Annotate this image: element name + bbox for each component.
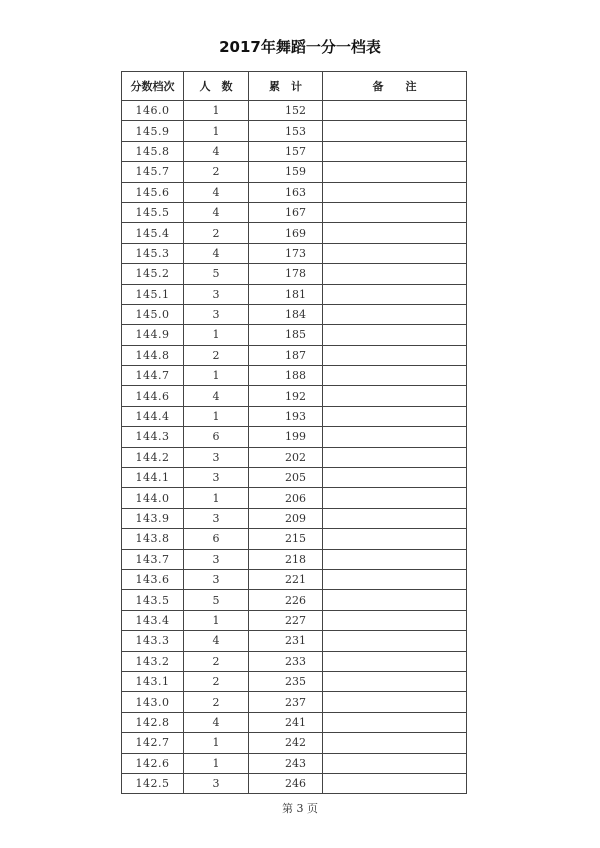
table-row	[122, 651, 467, 671]
cell-cumulative: 188	[249, 366, 323, 386]
cell-count: 6	[184, 427, 249, 447]
cell-cumulative: 241	[249, 712, 323, 732]
cell-score: 145.1	[122, 284, 184, 304]
cell-cumulative: 246	[249, 773, 323, 793]
cell-count: 4	[184, 202, 249, 222]
table-row	[122, 610, 467, 630]
table-row	[122, 773, 467, 793]
cell-cumulative: 235	[249, 671, 323, 691]
table-row	[122, 101, 467, 121]
cell-count: 6	[184, 529, 249, 549]
cell-note	[323, 182, 467, 202]
cell-count: 5	[184, 590, 249, 610]
table-row	[122, 488, 467, 508]
cell-cumulative: 169	[249, 223, 323, 243]
cell-count: 1	[184, 406, 249, 426]
cell-score: 143.2	[122, 651, 184, 671]
cell-cumulative: 206	[249, 488, 323, 508]
table-row	[122, 182, 467, 202]
cell-count: 4	[184, 712, 249, 732]
cell-note	[323, 366, 467, 386]
cell-score: 144.0	[122, 488, 184, 508]
cell-score: 145.2	[122, 264, 184, 284]
score-distribution-table	[121, 71, 467, 794]
cell-cumulative: 218	[249, 549, 323, 569]
cell-note	[323, 386, 467, 406]
cell-count: 2	[184, 162, 249, 182]
cell-count: 2	[184, 223, 249, 243]
cell-note	[323, 671, 467, 691]
cell-count: 1	[184, 610, 249, 630]
cell-note	[323, 243, 467, 263]
header-cumulative: 累 计	[249, 72, 323, 101]
cell-note	[323, 325, 467, 345]
table-row	[122, 202, 467, 222]
cell-count: 1	[184, 733, 249, 753]
cell-note	[323, 508, 467, 528]
cell-count: 1	[184, 325, 249, 345]
cell-note	[323, 345, 467, 365]
cell-cumulative: 157	[249, 141, 323, 161]
cell-score: 144.4	[122, 406, 184, 426]
cell-note	[323, 162, 467, 182]
cell-score: 144.6	[122, 386, 184, 406]
cell-score: 142.6	[122, 753, 184, 773]
table-header-row	[122, 72, 467, 101]
cell-cumulative: 205	[249, 468, 323, 488]
cell-score: 143.7	[122, 549, 184, 569]
table-row	[122, 468, 467, 488]
cell-count: 2	[184, 345, 249, 365]
table-row	[122, 264, 467, 284]
cell-cumulative: 209	[249, 508, 323, 528]
cell-cumulative: 199	[249, 427, 323, 447]
cell-note	[323, 141, 467, 161]
cell-score: 145.8	[122, 141, 184, 161]
table-row	[122, 447, 467, 467]
cell-cumulative: 231	[249, 631, 323, 651]
cell-count: 4	[184, 182, 249, 202]
cell-note	[323, 284, 467, 304]
cell-count: 1	[184, 366, 249, 386]
table-row	[122, 733, 467, 753]
cell-score: 145.0	[122, 304, 184, 324]
cell-cumulative: 193	[249, 406, 323, 426]
cell-score: 144.3	[122, 427, 184, 447]
cell-score: 143.6	[122, 569, 184, 589]
cell-score: 143.5	[122, 590, 184, 610]
table-row	[122, 406, 467, 426]
cell-score: 145.7	[122, 162, 184, 182]
page-title: 2017年舞蹈一分一档表	[219, 38, 381, 56]
cell-score: 145.6	[122, 182, 184, 202]
cell-score: 143.4	[122, 610, 184, 630]
cell-score: 143.8	[122, 529, 184, 549]
cell-note	[323, 447, 467, 467]
cell-note	[323, 590, 467, 610]
table-row	[122, 569, 467, 589]
cell-score: 144.7	[122, 366, 184, 386]
cell-count: 4	[184, 243, 249, 263]
cell-count: 4	[184, 386, 249, 406]
table-row	[122, 223, 467, 243]
cell-cumulative: 192	[249, 386, 323, 406]
cell-note	[323, 406, 467, 426]
cell-note	[323, 692, 467, 712]
cell-note	[323, 468, 467, 488]
cell-count: 3	[184, 447, 249, 467]
cell-cumulative: 163	[249, 182, 323, 202]
cell-score: 145.5	[122, 202, 184, 222]
cell-score: 145.3	[122, 243, 184, 263]
cell-cumulative: 184	[249, 304, 323, 324]
cell-note	[323, 101, 467, 121]
cell-count: 4	[184, 631, 249, 651]
cell-score: 146.0	[122, 101, 184, 121]
table-row	[122, 243, 467, 263]
cell-note	[323, 773, 467, 793]
cell-cumulative: 152	[249, 101, 323, 121]
table-row	[122, 162, 467, 182]
table-row	[122, 590, 467, 610]
cell-note	[323, 631, 467, 651]
cell-count: 3	[184, 773, 249, 793]
page-number: 第 3 页	[282, 802, 318, 815]
cell-score: 143.1	[122, 671, 184, 691]
cell-cumulative: 185	[249, 325, 323, 345]
cell-count: 2	[184, 651, 249, 671]
cell-note	[323, 202, 467, 222]
cell-score: 144.8	[122, 345, 184, 365]
cell-note	[323, 651, 467, 671]
table-row	[122, 508, 467, 528]
cell-count: 2	[184, 692, 249, 712]
table-row	[122, 712, 467, 732]
cell-count: 2	[184, 671, 249, 691]
cell-score: 143.0	[122, 692, 184, 712]
header-count: 人 数	[184, 72, 249, 101]
table-row	[122, 753, 467, 773]
cell-cumulative: 215	[249, 529, 323, 549]
cell-note	[323, 304, 467, 324]
table-body	[122, 101, 467, 794]
cell-cumulative: 181	[249, 284, 323, 304]
cell-count: 3	[184, 284, 249, 304]
cell-score: 142.5	[122, 773, 184, 793]
cell-note	[323, 712, 467, 732]
cell-count: 3	[184, 569, 249, 589]
cell-count: 3	[184, 468, 249, 488]
table-row	[122, 141, 467, 161]
cell-cumulative: 243	[249, 753, 323, 773]
cell-count: 3	[184, 304, 249, 324]
cell-cumulative: 226	[249, 590, 323, 610]
cell-score: 144.2	[122, 447, 184, 467]
cell-score: 143.9	[122, 508, 184, 528]
cell-count: 5	[184, 264, 249, 284]
cell-score: 142.8	[122, 712, 184, 732]
cell-score: 145.9	[122, 121, 184, 141]
cell-note	[323, 121, 467, 141]
cell-cumulative: 242	[249, 733, 323, 753]
cell-cumulative: 221	[249, 569, 323, 589]
cell-count: 3	[184, 549, 249, 569]
cell-score: 143.3	[122, 631, 184, 651]
table-row	[122, 304, 467, 324]
table-row	[122, 325, 467, 345]
cell-cumulative: 159	[249, 162, 323, 182]
table-row	[122, 529, 467, 549]
header-note: 备 注	[323, 72, 467, 101]
cell-score: 144.1	[122, 468, 184, 488]
cell-cumulative: 237	[249, 692, 323, 712]
cell-count: 1	[184, 101, 249, 121]
table-row	[122, 386, 467, 406]
cell-note	[323, 733, 467, 753]
table-row	[122, 631, 467, 651]
cell-score: 144.9	[122, 325, 184, 345]
cell-cumulative: 178	[249, 264, 323, 284]
cell-cumulative: 153	[249, 121, 323, 141]
cell-note	[323, 753, 467, 773]
cell-cumulative: 227	[249, 610, 323, 630]
table-row	[122, 366, 467, 386]
table-row	[122, 345, 467, 365]
cell-count: 1	[184, 753, 249, 773]
cell-note	[323, 488, 467, 508]
cell-count: 1	[184, 488, 249, 508]
table-row	[122, 427, 467, 447]
cell-note	[323, 264, 467, 284]
cell-score: 142.7	[122, 733, 184, 753]
table-row	[122, 284, 467, 304]
cell-cumulative: 167	[249, 202, 323, 222]
table-row	[122, 692, 467, 712]
cell-score: 145.4	[122, 223, 184, 243]
header-score: 分数档次	[122, 72, 184, 101]
cell-cumulative: 173	[249, 243, 323, 263]
cell-note	[323, 549, 467, 569]
table-row	[122, 549, 467, 569]
cell-note	[323, 427, 467, 447]
cell-note	[323, 569, 467, 589]
cell-note	[323, 223, 467, 243]
cell-cumulative: 233	[249, 651, 323, 671]
cell-cumulative: 202	[249, 447, 323, 467]
cell-count: 1	[184, 121, 249, 141]
cell-note	[323, 610, 467, 630]
table-row	[122, 671, 467, 691]
cell-note	[323, 529, 467, 549]
cell-count: 4	[184, 141, 249, 161]
table-row	[122, 121, 467, 141]
cell-cumulative: 187	[249, 345, 323, 365]
cell-count: 3	[184, 508, 249, 528]
